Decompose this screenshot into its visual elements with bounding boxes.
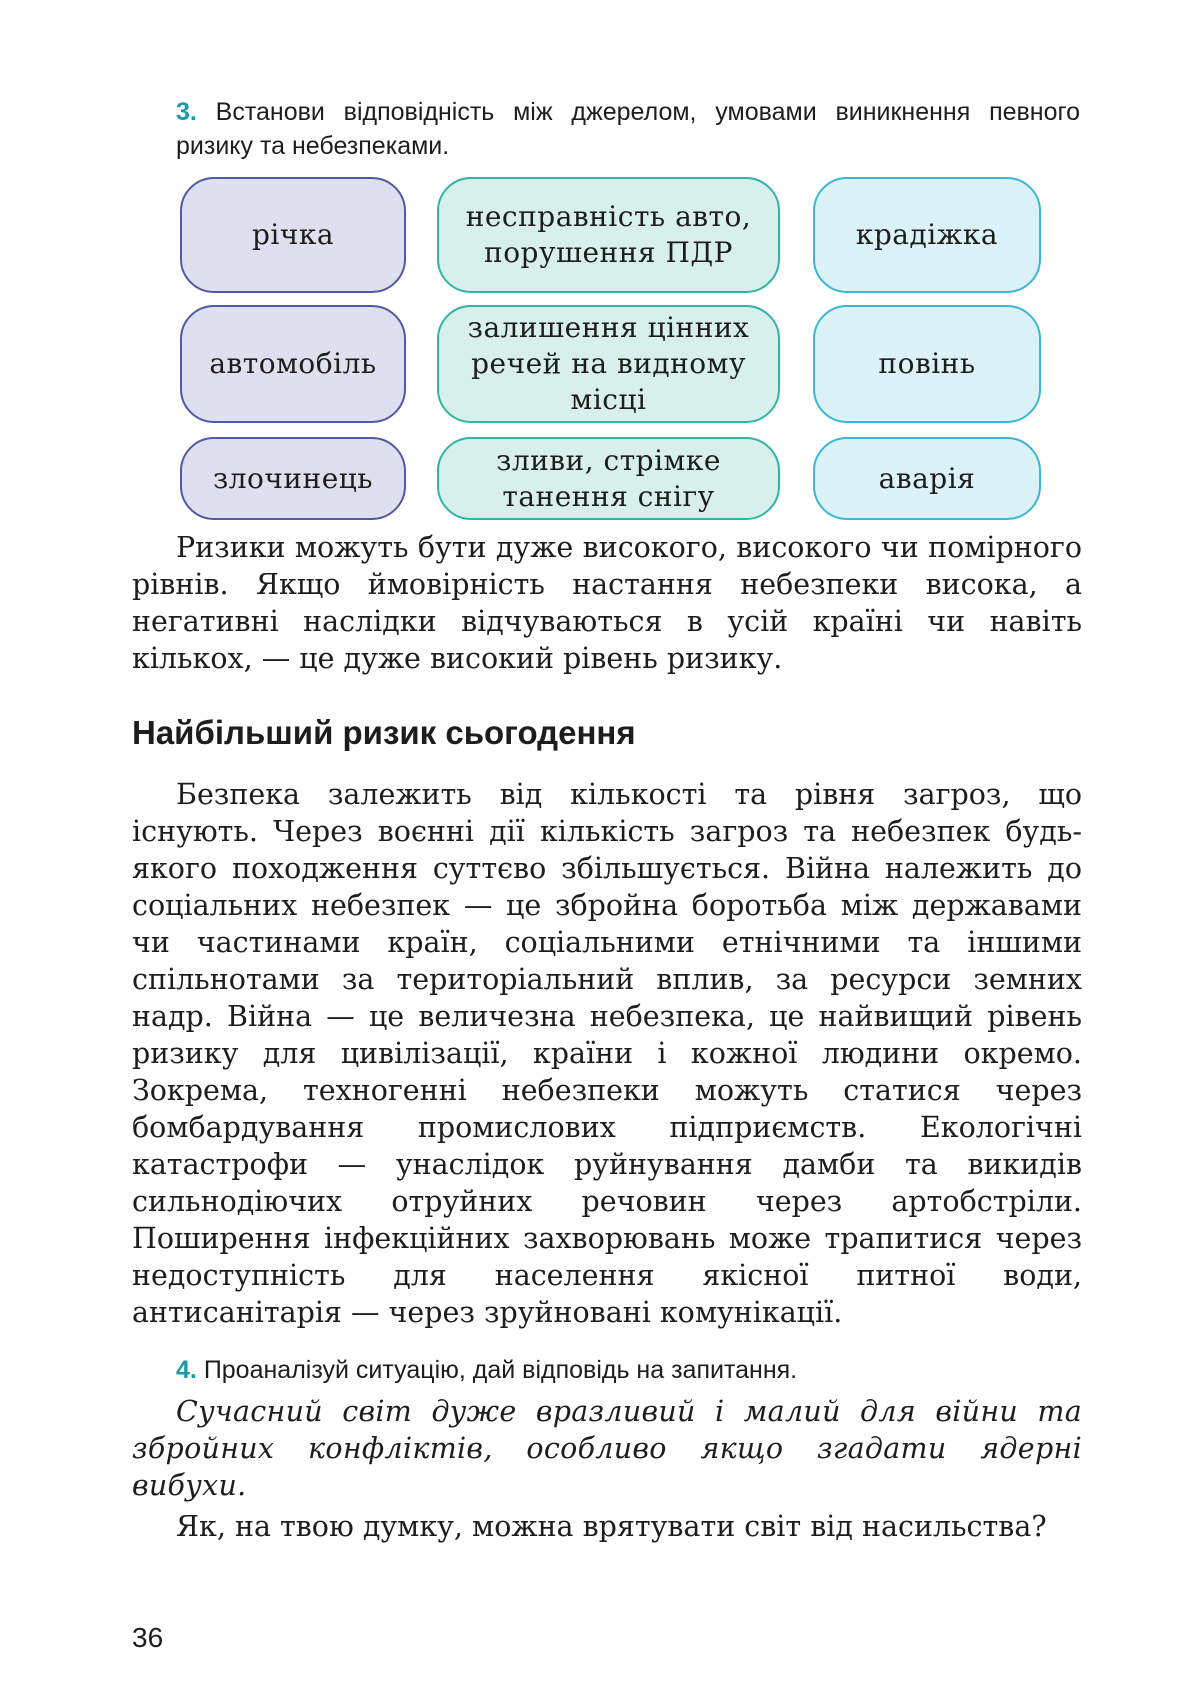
- hazard-box-accident: аварія: [813, 437, 1041, 520]
- war-risk-paragraph: Безпека залежить від кількості та рівня загроз, що існують. Через воєнні дії кількість загроз та небезпек будь-якого походження суттєво збільшується. Війна належить до соціальних небезпек — це збройна боротьба між державами чи частинами країн, соціальними етнічними та іншими спільнотами за територіальний вплив, за ресурси земних надр. Війна — це величезна небезпека, це найвищий рівень ризику для цивілізації, країни і кожної людини окремо. Зокрема, техногенні небезпеки можуть статися через бомбардування промислових підприємств. Екологічні катастрофи — унаслідок руйнування дамби та викидів сильнодіючих отруйних речовин через артобстріли. Поширення інфекційних захворювань може трапитися через недоступність для населення якісної питної води, антисанітарія — через зруйновані комунікації.: [132, 778, 1082, 1329]
- task-number: 4.: [176, 1356, 197, 1384]
- section-title: Найбільший ризик сьогодення: [132, 714, 636, 751]
- task-number: 3.: [176, 98, 197, 126]
- condition-box-valuables: залишення цінних речей на видному місці: [437, 305, 780, 423]
- condition-box-rain: зливи, стрімке танення снігу: [437, 437, 780, 520]
- source-box-car: автомобіль: [180, 305, 406, 423]
- task-4-instruction: [176, 1353, 1076, 1387]
- situation-text: Сучасний світ дуже вразливий і малий для війни та збройних конфліктів, особливо якщо згадати ядерні вибухи.: [132, 1395, 1082, 1502]
- hazard-box-flood: повінь: [813, 305, 1041, 423]
- source-box-river: річка: [180, 177, 406, 293]
- condition-box-car-fault: несправність авто, порушення ПДР: [437, 177, 780, 293]
- task-text: Встанови відповідність між джерелом, умовами виникнення певного ризику та небезпеками.: [176, 98, 1080, 160]
- question-text: Як, на твою думку, можна врятувати світ від насильства?: [176, 1510, 1047, 1543]
- page-number: 36: [132, 1622, 164, 1653]
- task-text: Проаналізуй ситуацію, дай відповідь на запитання.: [203, 1356, 798, 1384]
- risk-levels-paragraph: Ризики можуть бути дуже високого, високого чи помірного рівнів. Якщо ймовірність настання небезпеки висока, а негативні наслідки відчуваються в усій країні чи навіть кількох, — це дуже високий рівень ризику.: [132, 531, 1082, 675]
- hazard-box-theft: крадіжка: [813, 177, 1041, 293]
- task-3-instruction: [176, 95, 1080, 163]
- source-box-criminal: злочинець: [180, 437, 406, 520]
